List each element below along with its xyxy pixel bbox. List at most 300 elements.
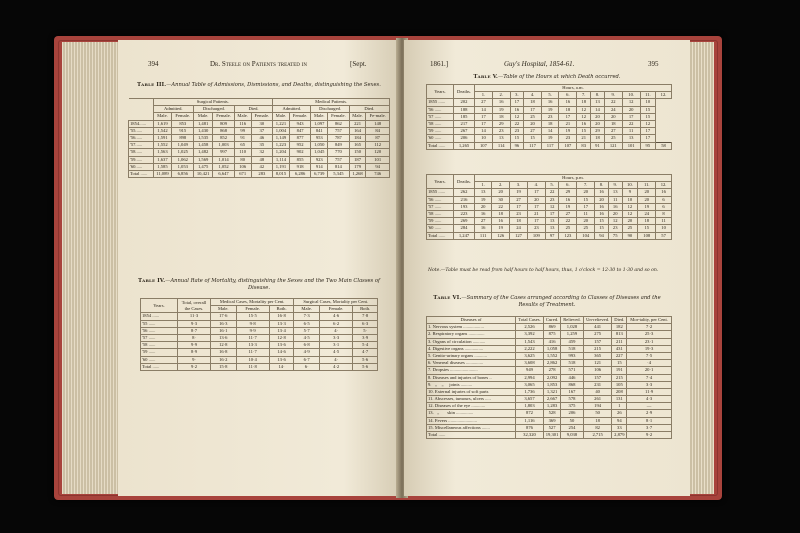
left-page-number: 394: [148, 60, 159, 68]
table-cell: 578: [561, 396, 584, 403]
table-cell: 2,092: [543, 374, 560, 381]
table-total-row: [129, 170, 390, 177]
column-header: 6.: [559, 182, 577, 189]
table-cell: 4·6: [319, 313, 352, 320]
table-cell: '56 ......: [427, 196, 454, 203]
table-cell: 446: [561, 374, 584, 381]
table-cell: 29: [559, 189, 577, 196]
table-row: [129, 156, 390, 163]
table-cell: 9·2: [178, 363, 211, 370]
column-header: 12.: [656, 182, 672, 189]
table-cell: 217: [454, 120, 475, 127]
table-cell: 5·: [353, 327, 378, 334]
table-cell: 23·1: [627, 338, 672, 345]
table-cell: '59 ......: [141, 349, 178, 356]
table-cell: 231: [583, 381, 612, 388]
table-cell: 27: [524, 128, 542, 135]
table-cell: 1,204: [273, 149, 290, 156]
table-cell: 12. Diseases of the eye ............: [427, 403, 516, 410]
table-cell: 1: [612, 403, 627, 410]
table-cell: 17: [510, 99, 524, 106]
table-cell: 206: [454, 135, 475, 142]
table-cell: 2,715: [583, 432, 612, 439]
left-page: [118, 40, 400, 496]
table-cell: 13: [608, 189, 622, 196]
table-cell: 8·9: [178, 349, 211, 356]
table-cell: 17: [510, 203, 528, 210]
table-cell: 918: [289, 163, 311, 170]
table-cell: 17: [545, 210, 559, 217]
column-header: Male.: [349, 113, 366, 120]
table-cell: 1,062: [172, 156, 194, 163]
table-cell: 84: [366, 127, 390, 134]
table-total-row: [427, 232, 672, 239]
table-cell: 10: [475, 135, 493, 142]
column-header: Female.: [172, 113, 194, 120]
table-cell: 191: [612, 367, 627, 374]
table-cell: 4·9: [294, 349, 320, 356]
table-total-row: [141, 363, 378, 370]
table-cell: 852: [213, 134, 235, 141]
table-cell: 131: [612, 396, 627, 403]
table-cell: 9·2: [627, 432, 672, 439]
table-row: [427, 403, 672, 410]
table-cell: 527: [543, 424, 560, 431]
table-row: [129, 127, 390, 134]
table-cell: 25: [559, 225, 577, 232]
table-cell: 20: [524, 120, 542, 127]
table-cell: 11·3: [178, 313, 211, 320]
table-cell: 23: [492, 128, 510, 135]
column-header: 11.: [638, 182, 656, 189]
table-cell: 847: [289, 127, 311, 134]
table-cell: 9. „ „ joints ..........: [427, 381, 516, 388]
table-cell: 1,259: [561, 331, 584, 338]
table-cell: 2. Respiratory organs ..............: [427, 331, 516, 338]
table-cell: 13: [591, 99, 605, 106]
table-cell: 671: [234, 170, 251, 177]
table-cell: 4·3: [627, 396, 672, 403]
table-cell: 365: [583, 352, 612, 359]
table-cell: 518: [561, 345, 584, 352]
table-cell: 1,223: [273, 142, 290, 149]
table-cell: 18: [492, 210, 510, 217]
table-cell: 18: [541, 120, 559, 127]
table-cell: 167: [561, 388, 584, 395]
table-cell: 25: [622, 225, 638, 232]
table-cell: 25·3: [627, 331, 672, 338]
table-row: [427, 410, 672, 417]
table-cell: 16·3: [211, 320, 237, 327]
table-cell: 10·4: [236, 356, 269, 363]
table-row: [141, 313, 378, 320]
table-cell: 13: [492, 135, 510, 142]
table-cell: 2,994: [516, 374, 544, 381]
table4-caption: Table IV.—Annual Rate of Mortality, distinguishing the Sexes and the Two Main Classes of Disease.: [138, 278, 380, 291]
table-cell: 22: [559, 218, 577, 225]
table-cell: 923: [311, 156, 328, 163]
table-cell: 157: [583, 338, 612, 345]
table-cell: 16: [595, 203, 609, 210]
table-row: [427, 189, 672, 196]
table-cell: 107: [559, 142, 577, 149]
table-cell: 841: [311, 127, 328, 134]
table-cell: 202: [454, 99, 475, 106]
table-row: [141, 349, 378, 356]
table-cell: 1,552: [153, 142, 172, 149]
table-cell: 953: [311, 134, 328, 141]
table-cell: 875: [543, 331, 560, 338]
table-cell: 1,014: [213, 156, 235, 163]
table-cell: 16·8: [211, 349, 237, 356]
table-cell: 12: [577, 113, 591, 120]
table-cell: 757: [328, 156, 350, 163]
table-cell: 15: [577, 196, 595, 203]
table-cell: 1,004: [273, 127, 290, 134]
table-cell: 915: [172, 127, 194, 134]
table-cell: 112: [366, 142, 390, 149]
table-cell: 50: [583, 410, 612, 417]
table-cell: 30: [251, 120, 273, 127]
table-cell: 111: [475, 232, 492, 239]
table-cell: 11. Abscesses, tumours, ulcers .....: [427, 396, 516, 403]
table-cell: 223: [454, 210, 475, 217]
table-row: [427, 210, 672, 217]
table-cell: 108: [638, 232, 656, 239]
table-cell: 1,050: [311, 142, 328, 149]
table-cell: —: [627, 403, 672, 410]
table-cell: 6,856: [172, 170, 194, 177]
table-cell: 42: [251, 163, 273, 170]
table-cell: 6·5: [294, 320, 320, 327]
table-cell: 23: [510, 128, 524, 135]
table-cell: 3·9: [353, 334, 378, 341]
table-cell: 24: [510, 225, 528, 232]
table-row: [427, 367, 672, 374]
table-total-row: [427, 432, 672, 439]
table-cell: 20: [622, 106, 640, 113]
table-row: [427, 196, 672, 203]
table-row: [427, 203, 672, 210]
table-cell: 14: [541, 128, 559, 135]
table-cell: 11·8: [236, 363, 269, 370]
table-cell: 862: [328, 120, 350, 127]
table-cell: 148: [366, 120, 390, 127]
table-cell: 4·: [319, 356, 352, 363]
table-cell: 855: [289, 156, 311, 163]
column-header: 5.: [541, 92, 559, 99]
table-cell: 1,283: [543, 403, 560, 410]
table5-am: Years. Deaths. Hours, a.m. 1. 2. 3. 4. 5. 6. 7. 8. 9. 10. 11. 12. 1855 ...... 202 27 16 17 18 16 16 18 13 22 12 10 '56 ...... 188 14 19 16 17 19 18 12 14 24 20 15 '57 ...... 185 17 18 12 25 23 17 12 20 20 17 15 '58 ...... 217 17 29 22 20 18 21 16 20 18 22 12 '59 ...... 267 14 23 23 27 14 19 15 29 27 11 17 '60 ...... 206 10 13 15 15 19 23 21 18 25 13 17 Total ...... 1,265 107 114 96 117 117 107 83 91 121 101 95 58: [426, 84, 672, 150]
table-cell: 37: [251, 127, 273, 134]
table-cell: 15: [595, 225, 609, 232]
table-cell: 876: [516, 424, 544, 431]
table-cell: 8·1: [627, 417, 672, 424]
table-cell: 96: [510, 142, 524, 149]
table-cell: 58: [656, 142, 672, 149]
table-cell: 32: [251, 149, 273, 156]
table-cell: 943: [289, 120, 311, 127]
table-cell: 269: [454, 218, 475, 225]
table-cell: 19·3: [627, 345, 672, 352]
table3-caption: Table III.—Annual Table of Admissions, Dismissions, and Deaths, distinguishing the Sexes.: [137, 82, 381, 88]
table-cell: 3·7: [627, 424, 672, 431]
table-cell: 15·8: [211, 363, 237, 370]
column-header: 11.: [640, 92, 656, 99]
table-cell: 16: [475, 225, 492, 232]
table-cell: 27: [510, 196, 528, 203]
column-header: Male.: [234, 113, 251, 120]
table-cell: 898: [172, 134, 194, 141]
column-header: 4.: [524, 92, 542, 99]
table-cell: 23: [541, 113, 559, 120]
table-cell: 11: [622, 128, 640, 135]
table-cell: 20: [591, 113, 605, 120]
table-cell: 2,526: [516, 324, 544, 331]
table-cell: 91: [234, 134, 251, 141]
table-cell: 5,345: [328, 170, 350, 177]
table-cell: 107: [475, 142, 493, 149]
table-cell: 24: [638, 210, 656, 217]
table-cell: 27: [475, 99, 493, 106]
table-cell: 11·7: [236, 334, 269, 341]
table-cell: 14: [475, 106, 493, 113]
table-cell: 20: [591, 120, 605, 127]
right-page-number: 395: [648, 60, 659, 68]
table-cell: '59 ......: [427, 128, 454, 135]
table-cell: 1,058: [543, 345, 560, 352]
table-cell: 814: [328, 163, 350, 170]
table-cell: 13: [475, 189, 492, 196]
table-cell: 19: [541, 135, 559, 142]
table-cell: 16: [559, 99, 577, 106]
table-cell: 16: [510, 106, 524, 113]
table-cell: 35: [251, 142, 273, 149]
table-cell: 7·8: [353, 313, 378, 320]
column-header: 5.: [545, 182, 559, 189]
table6-caption: Table VI.—Summary of the Cases arranged according to Classes of Diseases and the Results of Treatment.: [433, 295, 661, 308]
table-cell: 123: [559, 232, 577, 239]
table-cell: 2,862: [543, 360, 560, 367]
table-cell: 7·5: [627, 352, 672, 359]
table-row: [129, 149, 390, 156]
table-cell: 1,569: [194, 156, 213, 163]
table-cell: 16: [595, 189, 609, 196]
table-cell: 18: [583, 417, 612, 424]
table-cell: 1,482: [194, 149, 213, 156]
table-cell: 262: [454, 189, 475, 196]
table-cell: 117: [524, 142, 542, 149]
table-cell: 1,543: [516, 338, 544, 345]
table-cell: 14: [591, 106, 605, 113]
table-cell: 48: [251, 156, 273, 163]
column-header: Male.: [311, 113, 328, 120]
table-cell: 16·1: [211, 327, 237, 334]
column-header: 4.: [527, 182, 545, 189]
table-cell: 87: [366, 134, 390, 141]
table-cell: 757: [328, 127, 350, 134]
table-row: [427, 338, 672, 345]
table-cell: '55......: [129, 127, 154, 134]
table-cell: 13·6: [211, 334, 237, 341]
table-cell: 1,114: [273, 156, 290, 163]
table-cell: 6,286: [289, 170, 311, 177]
column-header: 1.: [475, 182, 492, 189]
table-row: [129, 142, 390, 149]
table-cell: 99: [234, 127, 251, 134]
table-cell: 17: [577, 203, 595, 210]
table-cell: '58 ......: [427, 210, 454, 217]
table-cell: 17: [622, 113, 640, 120]
table-cell: 17: [475, 120, 493, 127]
table-cell: 3·1: [319, 342, 352, 349]
table-cell: 120: [366, 149, 390, 156]
table-cell: 20: [622, 218, 638, 225]
table-cell: 18: [591, 135, 605, 142]
table-cell: 1,430: [194, 127, 213, 134]
table-cell: 32,320: [516, 432, 544, 439]
column-header: Fe-male.: [366, 113, 390, 120]
table-cell: 40: [583, 388, 612, 395]
table-cell: 1,535: [194, 134, 213, 141]
table-cell: '57 ......: [427, 113, 454, 120]
table-cell: 17: [640, 135, 656, 142]
table-cell: 121: [583, 360, 612, 367]
table-cell: 813: [612, 331, 627, 338]
table-cell: 17: [559, 113, 577, 120]
table-cell: 50: [561, 417, 584, 424]
table-cell: 3,392: [516, 331, 544, 338]
table-cell: 3,065: [516, 381, 544, 388]
table-cell: 80: [234, 156, 251, 163]
table-cell: 227: [612, 352, 627, 359]
table-cell: 18: [524, 99, 542, 106]
table-cell: 16·8: [269, 313, 294, 320]
table-cell: 14·: [269, 363, 294, 370]
table-cell: 105: [612, 381, 627, 388]
column-header: 7.: [577, 182, 595, 189]
table-cell: '57......: [129, 142, 154, 149]
table-cell: '57 ......: [427, 203, 454, 210]
table-cell: '60 ......: [427, 225, 454, 232]
table-cell: 849: [328, 142, 350, 149]
table-cell: 6·: [294, 363, 320, 370]
table-cell: 902: [289, 149, 311, 156]
table-cell: 121: [604, 142, 622, 149]
table-cell: 22: [492, 203, 510, 210]
table-cell: 185: [454, 113, 475, 120]
table-cell: 109: [527, 232, 545, 239]
table-cell: 13: [545, 225, 559, 232]
table-cell: 770: [328, 149, 350, 156]
table-row: [141, 320, 378, 327]
table-cell: 4·2: [319, 363, 352, 370]
table-cell: 4·7: [353, 349, 378, 356]
table-cell: 12·8: [211, 342, 237, 349]
table-cell: 206: [561, 410, 584, 417]
table-cell: 23: [510, 210, 528, 217]
table-cell: 1,637: [153, 156, 172, 163]
table-cell: 15·5: [236, 313, 269, 320]
table-cell: 10: [640, 99, 656, 106]
table-cell: 19: [559, 203, 577, 210]
table-cell: 16: [475, 210, 492, 217]
table-cell: 22: [604, 99, 622, 106]
table-cell: 872: [516, 410, 544, 417]
table-cell: 16: [608, 203, 622, 210]
table-cell: '56 ......: [141, 327, 178, 334]
right-page: [404, 40, 690, 496]
table-cell: 27: [559, 210, 577, 217]
table-cell: 868: [213, 127, 235, 134]
table-cell: 18: [510, 218, 528, 225]
table-cell: 91: [591, 142, 605, 149]
table-cell: 6·2: [319, 320, 352, 327]
t3-group-surgical: Surgical Patients.: [153, 99, 273, 106]
table-cell: 8: [656, 210, 672, 217]
total-label: Total ......: [427, 142, 454, 149]
table-cell: 20: [608, 210, 622, 217]
table-cell: 97: [545, 232, 559, 239]
right-running-date: 1861.]: [430, 60, 449, 68]
table-cell: 12: [510, 113, 524, 120]
table-cell: 13. „ skin ...............: [427, 410, 516, 417]
table-cell: 13·4: [269, 327, 294, 334]
table-cell: 15: [577, 128, 591, 135]
table-cell: 17: [640, 128, 656, 135]
column-header: 3.: [510, 92, 524, 99]
table5-caption: Table V.—Table of the Hours at which Death occurred.: [473, 74, 621, 80]
table-cell: 9·8: [236, 320, 269, 327]
table-cell: 571: [561, 367, 584, 374]
table-cell: 15: [640, 106, 656, 113]
table-cell: 9: [622, 189, 638, 196]
table-cell: 15: [612, 360, 627, 367]
table-cell: 94: [366, 163, 390, 170]
table-cell: 20: [475, 203, 492, 210]
table-cell: '59......: [129, 156, 154, 163]
table-cell: 22: [510, 120, 524, 127]
table-cell: 23: [527, 225, 545, 232]
column-header: Male.: [153, 113, 172, 120]
table-cell: 1854......: [129, 120, 154, 127]
table-row: [427, 360, 672, 367]
table-cell: 1,149: [273, 134, 290, 141]
table-cell: 184: [349, 134, 366, 141]
column-header: 10.: [622, 92, 640, 99]
table6: Diseases of Total Cases. Cured. Relieved. Un-relieved. Died. Mor-tality, per Cent. 1. Nervous system .................. 2,526 869 1,028 441 182 7·2 2. Respiratory organs .............. 3,392 875 1,259 275 813 25·3 3. Organs of circulation ........... 1,543 416 459 157 211 23·1 4. Digestive organs ................ 2,222 1,058 518 215 431 19·3 5. Genito-urinary organs ........... 3,625 1,552 993 365 227 7·5 6. Venereal diseases ............... 3,608 2,862 518 121 15 ·4 7. Dropsies ........................ 949 278 571 106 191 20·1 8. Diseases and injuries of bones .. 2,994 2,092 446 157 215 7·4 9. „ „ joints .......... 3,065 1,853 868 231 105 3·3 10. External injuries of soft parts 1,736 1,321 167 40 208 11·9 11. Abscesses, tumours, ulcers ..... 3,657 2,667 578 261 131 4·3 12. Diseases of the eye ............ 1,803 1,283 375 194 1 — 13. „ skin ............... 872 528 206 50 26 2·9 14. Fevers ......................... 1,116 369 50 18 94 8·1 15. Miscellaneous affections ....... 876 527 254 82 33 3·7 Total ...... 32,320 19,301 9,038 2,715 2,879 9·2: [426, 316, 672, 439]
table-cell: 11·7: [236, 349, 269, 356]
table-cell: 12: [608, 218, 622, 225]
table-cell: 8. Diseases and injuries of bones ..: [427, 374, 516, 381]
table-cell: 6: [656, 196, 672, 203]
table-cell: 20: [492, 189, 510, 196]
table-cell: 23: [608, 225, 622, 232]
table-cell: 441: [583, 324, 612, 331]
table-cell: 101: [622, 142, 640, 149]
table-cell: 6: [656, 203, 672, 210]
table-cell: 126: [492, 232, 510, 239]
table-cell: 17·6: [211, 313, 237, 320]
table-cell: 95: [640, 142, 656, 149]
table-cell: 211: [612, 338, 627, 345]
table-cell: 10: [622, 196, 638, 203]
table-row: [427, 345, 672, 352]
table5-pm: Years. Deaths. Hours, p.m. 1. 2. 3. 4. 5. 6. 7. 8. 9. 10. 11. 12. 1855 ...... 262 13 20 19 17 22 29 20 16 13 9 20 16 '56 ...... 216 19 30 27 20 23 16 15 20 11 10 20 6 '57 ...... 193 20 22 17 17 12 19 17 16 16 12 19 6 '58 ...... 223 16 18 23 21 17 27 11 16 20 12 24 8 '59 ...... 269 27 16 18 17 13 22 20 15 12 20 18 11 '60 ...... 284 16 19 24 23 13 25 25 15 23 25 15 10 Total ...... 1,247 111 126 127 109 97 123 104 94 75 90 108 57: [426, 174, 672, 240]
table-cell: 4·5: [294, 334, 320, 341]
table-cell: 254: [561, 424, 584, 431]
table-row: [141, 327, 378, 334]
